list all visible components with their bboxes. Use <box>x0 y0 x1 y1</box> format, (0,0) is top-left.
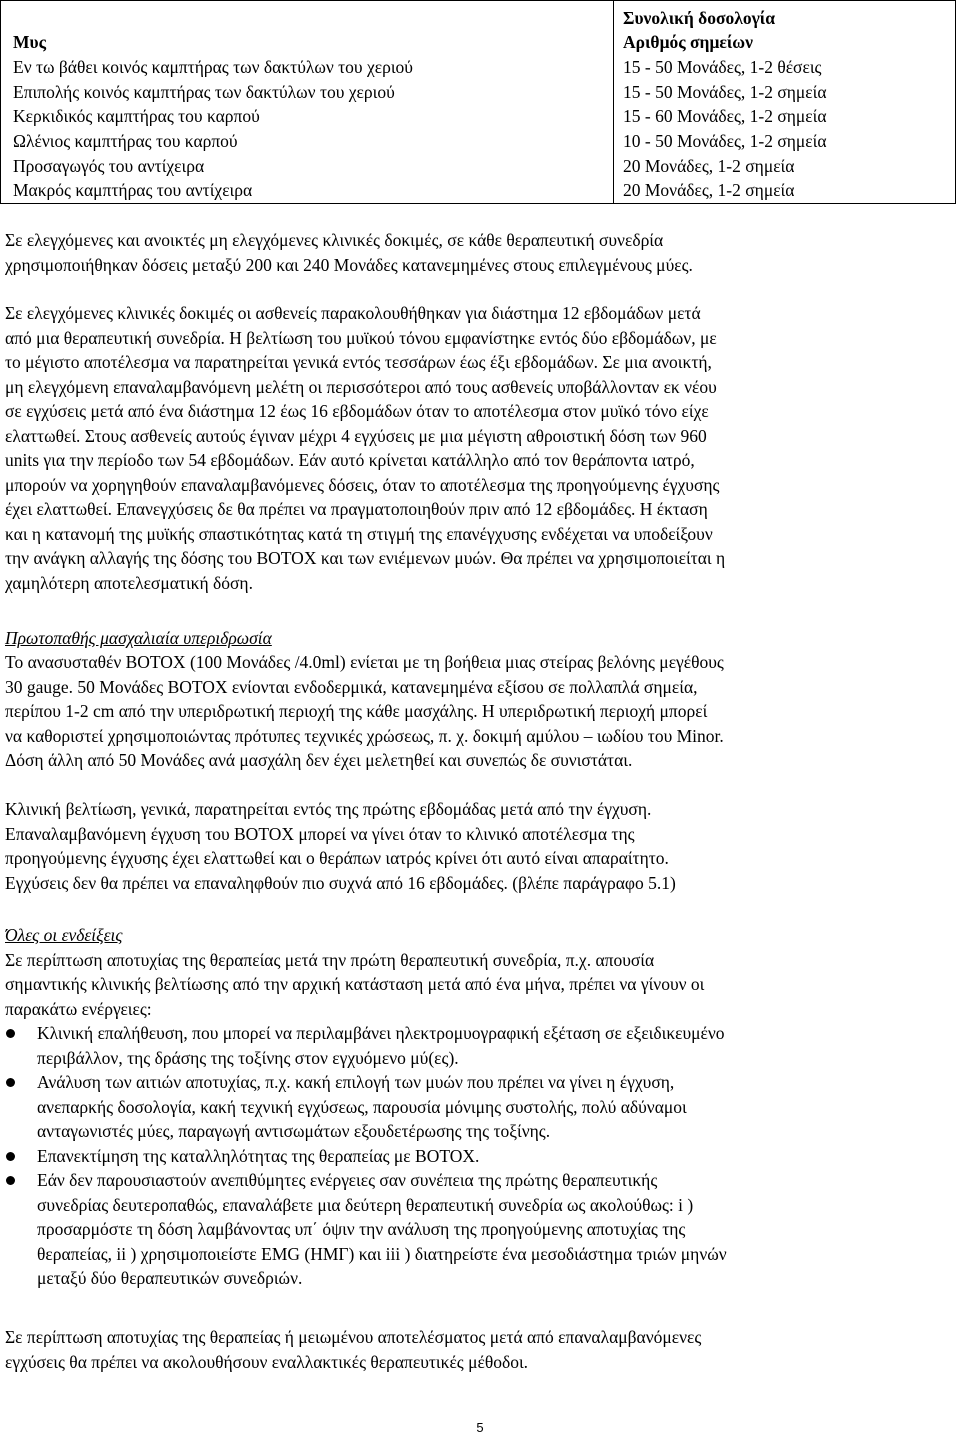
text-line: σε εγχύσεις μετά από ένα διάστημα 12 έως 16 εβδομάδων όταν το αποτέλεσμα στον μυϊκό τόνο είχε <box>5 401 709 421</box>
text-line: Σε περίπτωση αποτυχίας της θεραπείας ή μειωμένου αποτελέσματος μετά από επαναλαμβανόμενες <box>5 1327 702 1347</box>
text-line: χαμηλότερη αποτελεσματική δόση. <box>5 573 253 593</box>
bullet-line: περιβάλλον, της δράσης της τοξίνης στον εγχυόμενο μύ(ες). <box>37 1048 459 1068</box>
table-dose-5: 20 Μονάδες, 1-2 σημεία <box>623 156 795 176</box>
text-line: Επαναλαμβανόμενη έγχυση του BOTOX μπορεί να γίνει όταν το κλινικό αποτέλεσμα της <box>5 824 635 844</box>
text-line: προηγούμενης έγχυσης έχει ελαττωθεί και ο θεράπων ιατρός κρίνει ότι αυτό είναι απαραίτητο. <box>5 848 669 868</box>
bullet-line: προσαρμόστε τη δόση λαμβάνοντας υπ΄ όψιν την ανάλυση της προηγούμενης αποτυχίας της <box>37 1219 686 1239</box>
bullet-icon <box>6 1078 15 1087</box>
text-line: το μέγιστο αποτέλεσμα να παρατηρείται γενικά εντός τεσσάρων έως έξι εβδομάδων. Σε μια ανοικτή, <box>5 352 712 372</box>
text-line: χρησιμοποιήθηκαν δόσεις μεταξύ 200 και 240 Μονάδες κατανεμημένες στους επιλεγμένους μύες. <box>5 255 693 275</box>
text-line: Εγχύσεις δεν θα πρέπει να επαναληφθούν πιο συχνά από 16 εβδομάδες. (βλέπε παράγραφο 5.1) <box>5 873 676 893</box>
text-line: Το ανασυσταθέν BOTOX (100 Μονάδες /4.0ml) ενίεται με τη βοήθεια μιας στείρας βελόνης μεγέθους <box>5 652 724 672</box>
bullet-line: Εάν δεν παρουσιαστούν ανεπιθύμητες ενέργειες σαν συνέπεια της πρώτης θεραπευτικής <box>37 1170 658 1190</box>
table-divider <box>613 1 614 203</box>
table-right-header-1: Συνολική δοσολογία <box>623 8 775 28</box>
text-line: περίπου 1-2 cm από την υπεριδρωτική περιοχή της κάθε μασχάλης. Η υπεριδρωτική περιοχή μπορεί <box>5 701 708 721</box>
text-line: την ανάγκη αλλαγής της δόσης του BOTOX και των ενιέμενων μυών. Θα πρέπει να χρησιμοποιείται η <box>5 548 726 568</box>
bullet-line: Επανεκτίμηση της καταλληλότητας της θεραπείας με BOTOX. <box>37 1146 480 1166</box>
bullet-line: συνεδρίας δευτεροπαθώς, επαναλάβετε μια δεύτερη θεραπευτική συνεδρία ως ακολούθως: i ) <box>37 1195 694 1215</box>
text-line: μπορούν να χορηγηθούν επαναλαμβανόμενες δόσεις, όταν το αποτέλεσμα της προηγούμενης έγχυσης <box>5 475 720 495</box>
section-heading-all-indications: Όλες οι ενδείξεις <box>5 925 123 945</box>
dose-table <box>0 0 956 204</box>
text-line: και η κατανομή της μυϊκής σπαστικότητας κατά τη στιγμή της επανέγχυσης ενδέχεται να υποδείξουν <box>5 524 713 544</box>
table-muscle-4: Ωλένιος καμπτήρας του καρπού <box>13 131 238 151</box>
table-dose-4: 10 - 50 Μονάδες, 1-2 σημεία <box>623 131 827 151</box>
text-line: 30 gauge. 50 Μονάδες BOTOX ενίονται ενδοδερμικά, κατανεμημένα εξίσου σε πολλαπλά σημεία, <box>5 677 698 697</box>
table-dose-6: 20 Μονάδες, 1-2 σημεία <box>623 180 795 200</box>
text-line: Σε περίπτωση αποτυχίας της θεραπείας μετά την πρώτη θεραπευτική συνεδρία, π.χ. απουσία <box>5 950 655 970</box>
text-line: Κλινική βελτίωση, γενικά, παρατηρείται εντός της πρώτης εβδομάδας μετά από την έγχυση. <box>5 799 652 819</box>
table-muscle-2: Επιπολής κοινός καμπτήρας των δακτύλων του χεριού <box>13 82 395 102</box>
text-line: να καθοριστεί χρησιμοποιώντας πρότυπες τεχνικές χρώσεως, π. χ. δοκιμή αμύλου – ιωδίου του Minor. <box>5 726 724 746</box>
text-line: Σε ελεγχόμενες και ανοικτές μη ελεγχόμενες κλινικές δοκιμές, σε κάθε θεραπευτική συνεδρία <box>5 230 664 250</box>
text-line: units για την περίοδο των 54 εβδομάδων. Εάν αυτό κρίνεται κατάλληλο από τον θεράποντα ιατρό, <box>5 450 695 470</box>
section-heading-hyperhidrosis: Πρωτοπαθής μασχαλιαία υπεριδρωσία <box>5 628 272 648</box>
text-line: Δόση άλλη από 50 Μονάδες ανά μασχάλη δεν έχει μελετηθεί και συνεπώς δε συνιστάται. <box>5 750 633 770</box>
text-line: Σε ελεγχόμενες κλινικές δοκιμές οι ασθενείς παρακολουθήθηκαν για διάστημα 12 εβδομάδων μετά <box>5 303 701 323</box>
table-muscle-3: Κερκιδικός καμπτήρας του καρπού <box>13 106 260 126</box>
bullet-line: ανταγωνιστές μύες, παραγωγή αντισωμάτων εξουδετέρωσης της τοξίνης. <box>37 1121 551 1141</box>
bullet-icon <box>6 1176 15 1185</box>
table-right-header-2: Αριθμός σημείων <box>623 32 753 52</box>
text-line: από μια θεραπευτική συνεδρία. Η βελτίωση του μυϊκού τόνου εμφανίστηκε εντός δύο εβδομάδων, με <box>5 328 717 348</box>
table-muscle-1: Εν τω βάθει κοινός καμπτήρας των δακτύλων του χεριού <box>13 57 413 77</box>
bullet-line: Ανάλυση των αιτιών αποτυχίας, π.χ. κακή επιλογή των μυών που πρέπει να γίνει η έγχυση, <box>37 1072 675 1092</box>
bullet-icon <box>6 1152 15 1161</box>
table-dose-2: 15 - 50 Μονάδες, 1-2 σημεία <box>623 82 827 102</box>
text-line: έχει ελαττωθεί. Επανεγχύσεις δε θα πρέπει να πραγματοποιηθούν πριν από 12 εβδομάδες. Η έκταση <box>5 499 708 519</box>
page-number: 5 <box>476 1420 484 1435</box>
bullet-icon <box>6 1029 15 1038</box>
bullet-line: ανεπαρκής δοσολογία, κακή τεχνική εγχύσεως, παρουσία μόνιμης συστολής, πολύ αδύναμοι <box>37 1097 687 1117</box>
bullet-line: θεραπείας, ii ) χρησιμοποιείστε EMG (ΗΜΓ) και iii ) διατηρείστε ένα μεσοδιάστημα τριών μηνών <box>37 1244 727 1264</box>
text-line: παρακάτω ενέργειες: <box>5 999 152 1019</box>
text-line: εγχύσεις θα πρέπει να ακολουθήσουν εναλλακτικές θεραπευτικές μέθοδοι. <box>5 1352 529 1372</box>
text-line: μη ελεγχόμενη επαναλαμβανόμενη μελέτη οι περισσότεροι από τους ασθενείς υποβάλλονταν εκ νέου <box>5 377 717 397</box>
table-left-header: Μυς <box>13 32 46 52</box>
table-dose-1: 15 - 50 Μονάδες, 1-2 θέσεις <box>623 57 822 77</box>
table-muscle-5: Προσαγωγός του αντίχειρα <box>13 156 205 176</box>
text-line: ελαττωθεί. Στους ασθενείς αυτούς έγιναν μέχρι 4 εγχύσεις με μια μέγιστη αθροιστική δόση των 960 <box>5 426 707 446</box>
table-dose-3: 15 - 60 Μονάδες, 1-2 σημεία <box>623 106 827 126</box>
table-muscle-6: Μακρός καμπτήρας του αντίχειρα <box>13 180 253 200</box>
text-line: σημαντικής κλινικής βελτίωσης από την αρχική κατάσταση μετά από ένα μήνα, πρέπει να γίνουν οι <box>5 974 705 994</box>
bullet-line: μεταξύ δύο θεραπευτικών συνεδριών. <box>37 1268 303 1288</box>
bullet-line: Κλινική επαλήθευση, που μπορεί να περιλαμβάνει ηλεκτρομυογραφική εξέταση σε εξειδικευμένο <box>37 1023 725 1043</box>
